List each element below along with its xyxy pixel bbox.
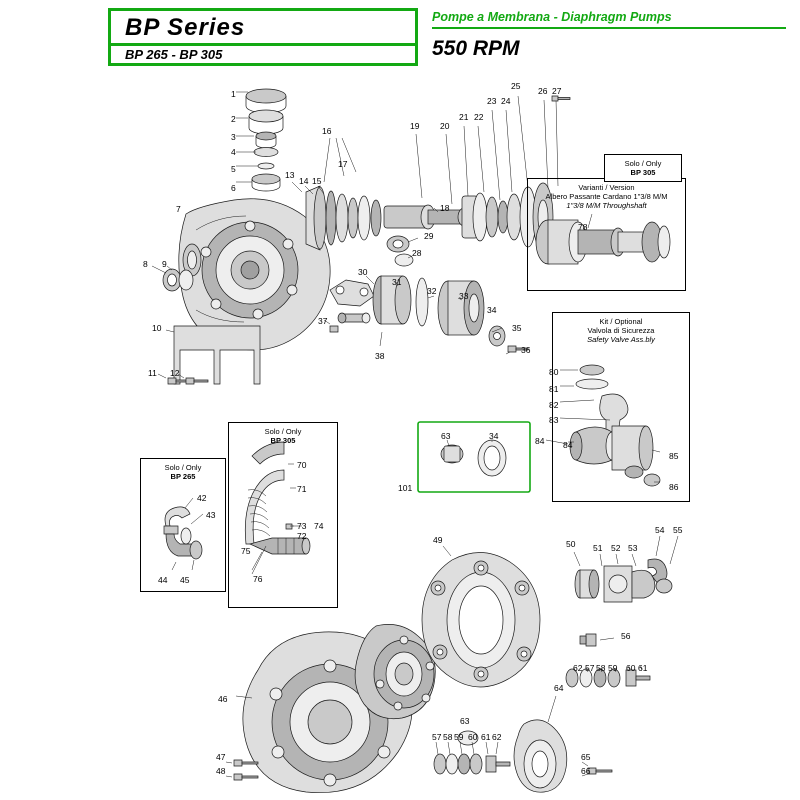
callout-number: 7 — [176, 204, 181, 214]
model-range-label: BP 265 - BP 305 — [125, 47, 223, 62]
callout-number: 58 — [443, 732, 453, 742]
inset-valve-line2: Valvola di Sicurezza — [587, 326, 655, 335]
inset-box-safety-valve — [552, 312, 690, 502]
inset-box-solo-bp305-top — [604, 154, 682, 182]
callout-number: 55 — [673, 525, 683, 535]
callout-number: 64 — [554, 683, 564, 693]
rpm-label: 550 RPM — [432, 37, 520, 60]
callout-number: 53 — [628, 543, 638, 553]
inset-solo265-line2: BP 265 — [170, 472, 196, 481]
callout-number: 59 — [608, 663, 618, 673]
callout-number: 66 — [581, 766, 591, 776]
callout-number: 10 — [152, 323, 162, 333]
callout-number: 43 — [206, 510, 216, 520]
callout-number: 57 — [432, 732, 442, 742]
inset-variants-line2: Albero Passante Cardano 1"3/8 M/M — [545, 192, 668, 201]
callout-number: 71 — [297, 484, 307, 494]
callout-number: 18 — [440, 203, 450, 213]
inset-valve-line1: Kit / Optional — [599, 317, 643, 326]
callout-number: 83 — [549, 415, 559, 425]
crank-cylinder-group — [324, 276, 531, 355]
flange-49-group — [422, 546, 540, 687]
pump-type-label: Pompe a Membrana - Diaphragm Pumps — [432, 10, 672, 24]
callout-number: 27 — [552, 86, 562, 96]
callout-number: 8 — [143, 259, 148, 269]
inset-solo305-top-line1: Solo / Only — [624, 159, 662, 168]
inset-solo305-hose-line1: Solo / Only — [264, 427, 302, 436]
callout-number: 60 — [626, 663, 636, 673]
callout-number: 84 — [535, 436, 545, 446]
bolts-11-12 — [158, 374, 208, 384]
callout-number: 44 — [158, 575, 168, 585]
callout-number: 16 — [322, 126, 332, 136]
title-box — [108, 8, 418, 66]
page-header — [0, 0, 800, 74]
inset-variants-line1: Varianti / Version — [578, 183, 635, 192]
callout-number: 13 — [285, 170, 295, 180]
callout-number: 6 — [231, 183, 236, 193]
callout-number: 19 — [410, 121, 420, 131]
bolts-47-48 — [226, 760, 258, 780]
inset-solo265-line1: Solo / Only — [164, 463, 202, 472]
callout-number: 81 — [549, 384, 559, 394]
callout-number: 23 — [487, 96, 497, 106]
callout-number: 42 — [197, 493, 207, 503]
callout-number: 73 — [297, 521, 307, 531]
header-right — [432, 10, 792, 61]
callout-number: 86 — [669, 482, 679, 492]
callout-number: 54 — [655, 525, 665, 535]
callout-number: 15 — [312, 176, 322, 186]
callout-number: 51 — [593, 543, 603, 553]
callout-number: 46 — [218, 694, 228, 704]
housing-46-group — [236, 624, 435, 792]
callout-number: 50 — [566, 539, 576, 549]
callout-number: 61 — [481, 732, 491, 742]
callout-number: 80 — [549, 367, 559, 377]
inset-valve-line3: Safety Valve Ass.bly — [587, 335, 655, 344]
callout-number: 21 — [459, 112, 469, 122]
callout-number: 37 — [318, 316, 328, 326]
callout-number: 9 — [162, 259, 167, 269]
callout-number: 65 — [581, 752, 591, 762]
page-title: BP Series — [125, 14, 246, 41]
inset-solo305-top-line2: BP 305 — [630, 168, 656, 177]
callout-number: 78 — [578, 222, 588, 232]
valve-stack-group — [236, 89, 286, 191]
callout-number: 32 — [427, 286, 437, 296]
callout-number: 82 — [549, 400, 559, 410]
title-divider — [111, 43, 415, 46]
callout-number: 57 — [585, 663, 595, 673]
inset-variants-line3: 1"3/8 M/M Throughshaft — [566, 201, 647, 210]
callout-number: 34 — [487, 305, 497, 315]
inset-box-variants — [527, 178, 686, 291]
exploded-parts-diagram — [0, 74, 800, 800]
callout-number: 45 — [180, 575, 190, 585]
callout-number: 17 — [338, 159, 348, 169]
callout-number: 48 — [216, 766, 226, 776]
callout-number: 11 — [148, 368, 157, 378]
callout-number: 62 — [492, 732, 502, 742]
callout-number: 75 — [241, 546, 251, 556]
callout-number: 84 — [563, 440, 573, 450]
header-rule — [432, 27, 786, 29]
callout-number: 70 — [297, 460, 307, 470]
callout-number: 74 — [314, 521, 324, 531]
callout-number: 52 — [611, 543, 621, 553]
callout-number: 61 — [638, 663, 648, 673]
callout-number: 49 — [433, 535, 443, 545]
callout-number: 26 — [538, 86, 548, 96]
callout-number: 4 — [231, 147, 236, 157]
callout-number: 101 — [398, 483, 413, 493]
callout-number: 76 — [253, 574, 263, 584]
callout-number: 22 — [474, 112, 484, 122]
callout-number: 30 — [358, 267, 368, 277]
callout-number: 62 — [573, 663, 583, 673]
callout-number: 14 — [299, 176, 309, 186]
callout-number: 58 — [596, 663, 606, 673]
callout-number: 3 — [231, 132, 236, 142]
callout-number: 63 — [441, 431, 451, 441]
callout-number: 20 — [440, 121, 450, 131]
kit-101-group — [418, 422, 530, 492]
callout-number: 63 — [460, 716, 470, 726]
callout-number: 85 — [669, 451, 679, 461]
callout-number: 56 — [621, 631, 631, 641]
callout-number: 38 — [375, 351, 385, 361]
callout-number: 25 — [511, 81, 521, 91]
inset-solo305-hose-line2: BP 305 — [270, 436, 296, 445]
callout-number: 34 — [489, 431, 499, 441]
callout-number: 72 — [297, 531, 307, 541]
callout-number: 28 — [412, 248, 422, 258]
callout-number: 31 — [392, 277, 402, 287]
inset-box-hose-bp305 — [228, 422, 338, 608]
callout-number: 24 — [501, 96, 511, 106]
inset-box-hose-bp265 — [140, 458, 226, 592]
callout-number: 2 — [231, 114, 236, 124]
callout-number: 59 — [454, 732, 464, 742]
callout-number: 1 — [231, 89, 236, 99]
callout-number: 33 — [459, 291, 469, 301]
seal-rings-8-9 — [152, 266, 193, 291]
callout-number: 60 — [468, 732, 478, 742]
callout-number: 29 — [424, 231, 434, 241]
callout-number: 35 — [512, 323, 522, 333]
callout-number: 47 — [216, 752, 226, 762]
callout-number: 12 — [170, 368, 180, 378]
callout-number: 36 — [521, 345, 531, 355]
callout-number: 5 — [231, 164, 236, 174]
right-small-parts-group — [574, 536, 678, 646]
